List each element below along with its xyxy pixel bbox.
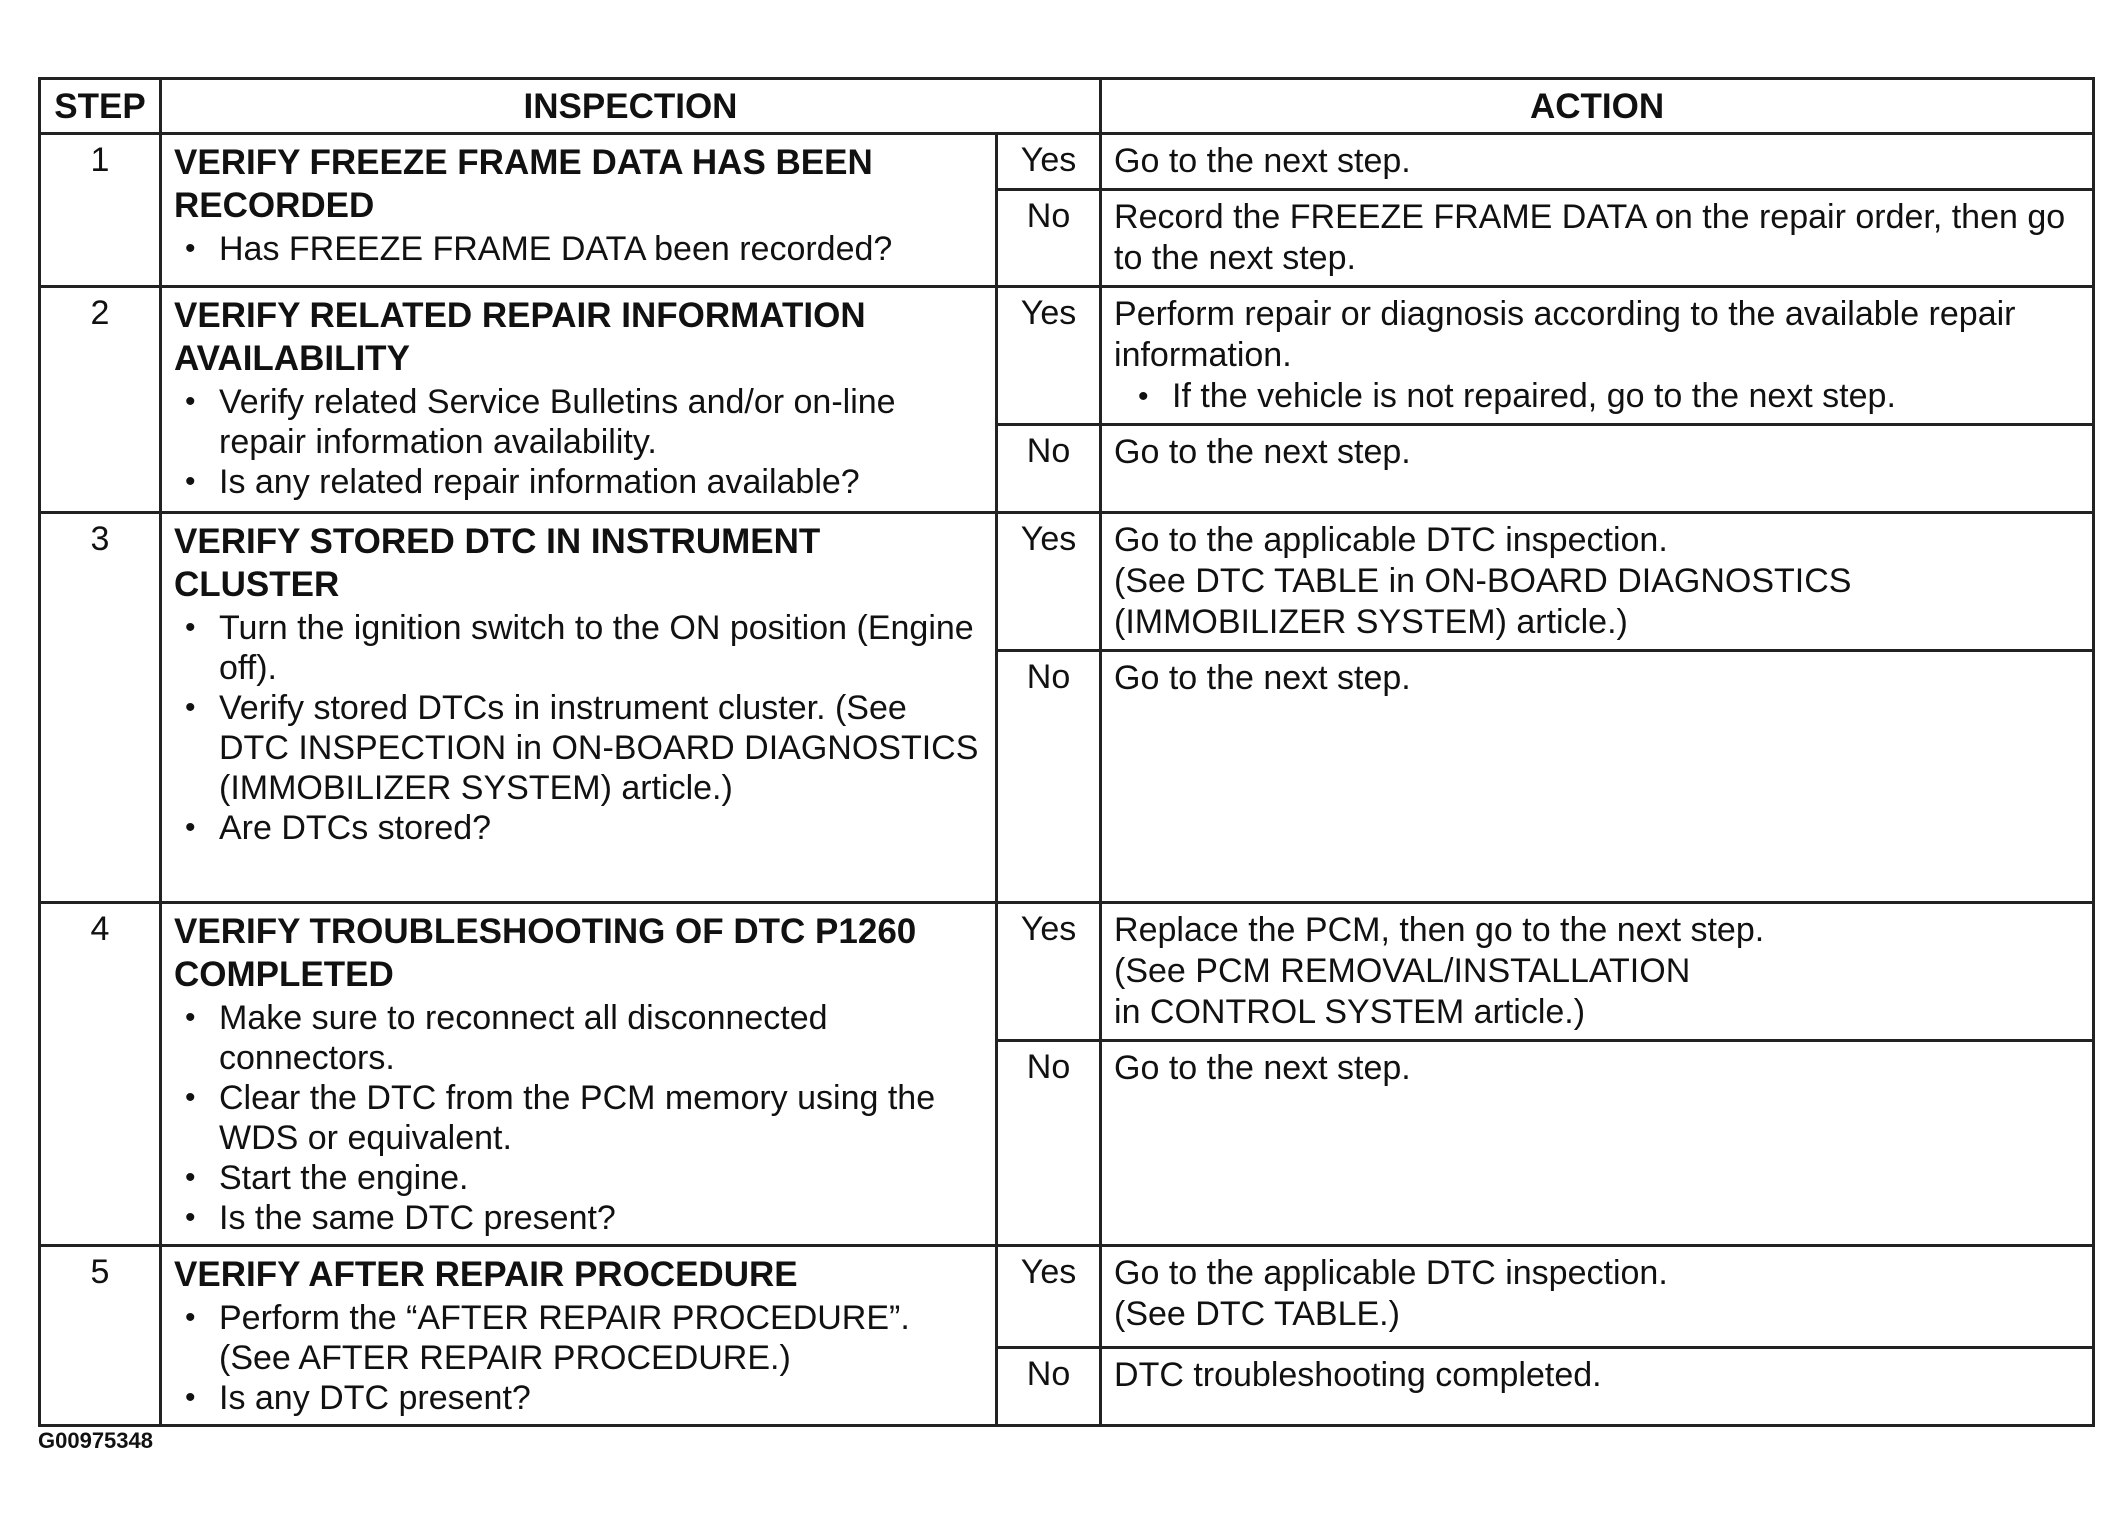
inspection-bullet: • Perform the “AFTER REPAIR PROCEDURE”. (See AFTER REPAIR PROCEDURE.): [219, 1298, 985, 1378]
inspection-cell: [161, 134, 997, 287]
inspection-cell: [161, 513, 997, 903]
table-row: [40, 287, 2094, 425]
header-row: [40, 79, 2094, 134]
inspection-bullet: • Has FREEZE FRAME DATA been recorded?: [219, 229, 985, 269]
inspection-bullet: • Make sure to reconnect all disconnected connectors.: [219, 998, 985, 1078]
inspection-title: VERIFY FREEZE FRAME DATA HAS BEEN RECORDED: [174, 143, 873, 225]
yes-action: [1101, 134, 2094, 190]
no-action: [1101, 425, 2094, 513]
yes-label: Yes: [997, 513, 1101, 651]
action-line: Go to the next step.: [1114, 433, 1411, 471]
header-action: ACTION: [1101, 79, 2094, 134]
action-line: Go to the applicable DTC inspection.: [1114, 1254, 1668, 1292]
action-bullets: [1114, 376, 2082, 417]
action-line: in CONTROL SYSTEM article.): [1114, 993, 1586, 1031]
action-line: (IMMOBILIZER SYSTEM) article.): [1114, 603, 1628, 641]
table-row: [40, 1246, 2094, 1348]
inspection-bullets: [174, 608, 985, 848]
no-label: No: [997, 190, 1101, 287]
step-number: 1: [40, 134, 161, 287]
inspection-bullet: • Verify related Service Bulletins and/or on-line repair information availability.: [219, 382, 985, 462]
step-number: 5: [40, 1246, 161, 1426]
inspection-bullets: [174, 1298, 985, 1418]
action-line: Record the FREEZE FRAME DATA on the repair order, then go to the next step.: [1114, 198, 2066, 277]
action-line: Go to the next step.: [1114, 659, 1411, 697]
inspection-bullet: • Is the same DTC present?: [219, 1198, 985, 1238]
no-action: [1101, 1041, 2094, 1246]
header-inspection: INSPECTION: [161, 79, 1101, 134]
header-step: STEP: [40, 79, 161, 134]
action-line: Replace the PCM, then go to the next step.: [1114, 911, 1765, 949]
table-row: [40, 513, 2094, 651]
inspection-cell: [161, 287, 997, 513]
inspection-bullet: • Is any related repair information available?: [219, 462, 985, 502]
action-bullet: • If the vehicle is not repaired, go to the next step.: [1172, 376, 2082, 417]
no-action: [1101, 1347, 2094, 1426]
inspection-bullets: [174, 382, 985, 502]
yes-action: [1101, 513, 2094, 651]
yes-label: Yes: [997, 287, 1101, 425]
no-label: No: [997, 1347, 1101, 1426]
yes-label: Yes: [997, 134, 1101, 190]
action-line: Perform repair or diagnosis according to the available repair information.: [1114, 295, 2016, 374]
action-line: (See DTC TABLE in ON-BOARD DIAGNOSTICS: [1114, 562, 1852, 600]
inspection-bullet: • Start the engine.: [219, 1158, 985, 1198]
no-label: No: [997, 651, 1101, 903]
yes-action: [1101, 903, 2094, 1041]
inspection-cell: [161, 1246, 997, 1426]
action-line: (See DTC TABLE.): [1114, 1295, 1400, 1333]
yes-label: Yes: [997, 1246, 1101, 1348]
inspection-bullets: [174, 998, 985, 1238]
action-line: DTC troubleshooting completed.: [1114, 1355, 1602, 1394]
inspection-title: VERIFY STORED DTC IN INSTRUMENT CLUSTER: [174, 522, 821, 604]
table-row: [40, 903, 2094, 1041]
inspection-cell: [161, 903, 997, 1246]
yes-action: [1101, 1246, 2094, 1348]
inspection-bullet: • Turn the ignition switch to the ON position (Engine off).: [219, 608, 985, 688]
inspection-bullet: • Verify stored DTCs in instrument cluster. (See DTC INSPECTION in ON-BOARD DIAGNOSTICS (IMMOBILIZER SYSTEM) article.): [219, 688, 985, 808]
figure-id: G00975348: [38, 1428, 153, 1453]
no-action: [1101, 190, 2094, 287]
no-action: [1101, 651, 2094, 903]
yes-label: Yes: [997, 903, 1101, 1041]
inspection-title: VERIFY RELATED REPAIR INFORMATION AVAILABILITY: [174, 296, 866, 378]
yes-action: [1101, 287, 2094, 425]
step-number: 4: [40, 903, 161, 1246]
no-label: No: [997, 1041, 1101, 1246]
inspection-bullet: • Clear the DTC from the PCM memory using the WDS or equivalent.: [219, 1078, 985, 1158]
step-number: 3: [40, 513, 161, 903]
action-line: Go to the applicable DTC inspection.: [1114, 521, 1668, 559]
inspection-bullet: • Is any DTC present?: [219, 1378, 985, 1418]
action-line: Go to the next step.: [1114, 1049, 1411, 1087]
inspection-bullets: [174, 229, 985, 269]
action-line: Go to the next step.: [1114, 142, 1411, 180]
inspection-title: VERIFY TROUBLESHOOTING OF DTC P1260 COMPLETED: [174, 912, 917, 994]
inspection-title: VERIFY AFTER REPAIR PROCEDURE: [174, 1255, 798, 1294]
step-number: 2: [40, 287, 161, 513]
diagnostic-table: [38, 77, 2095, 1427]
no-label: No: [997, 425, 1101, 513]
action-line: (See PCM REMOVAL/INSTALLATION: [1114, 952, 1691, 990]
inspection-bullet: • Are DTCs stored?: [219, 808, 985, 848]
table-row: [40, 134, 2094, 190]
